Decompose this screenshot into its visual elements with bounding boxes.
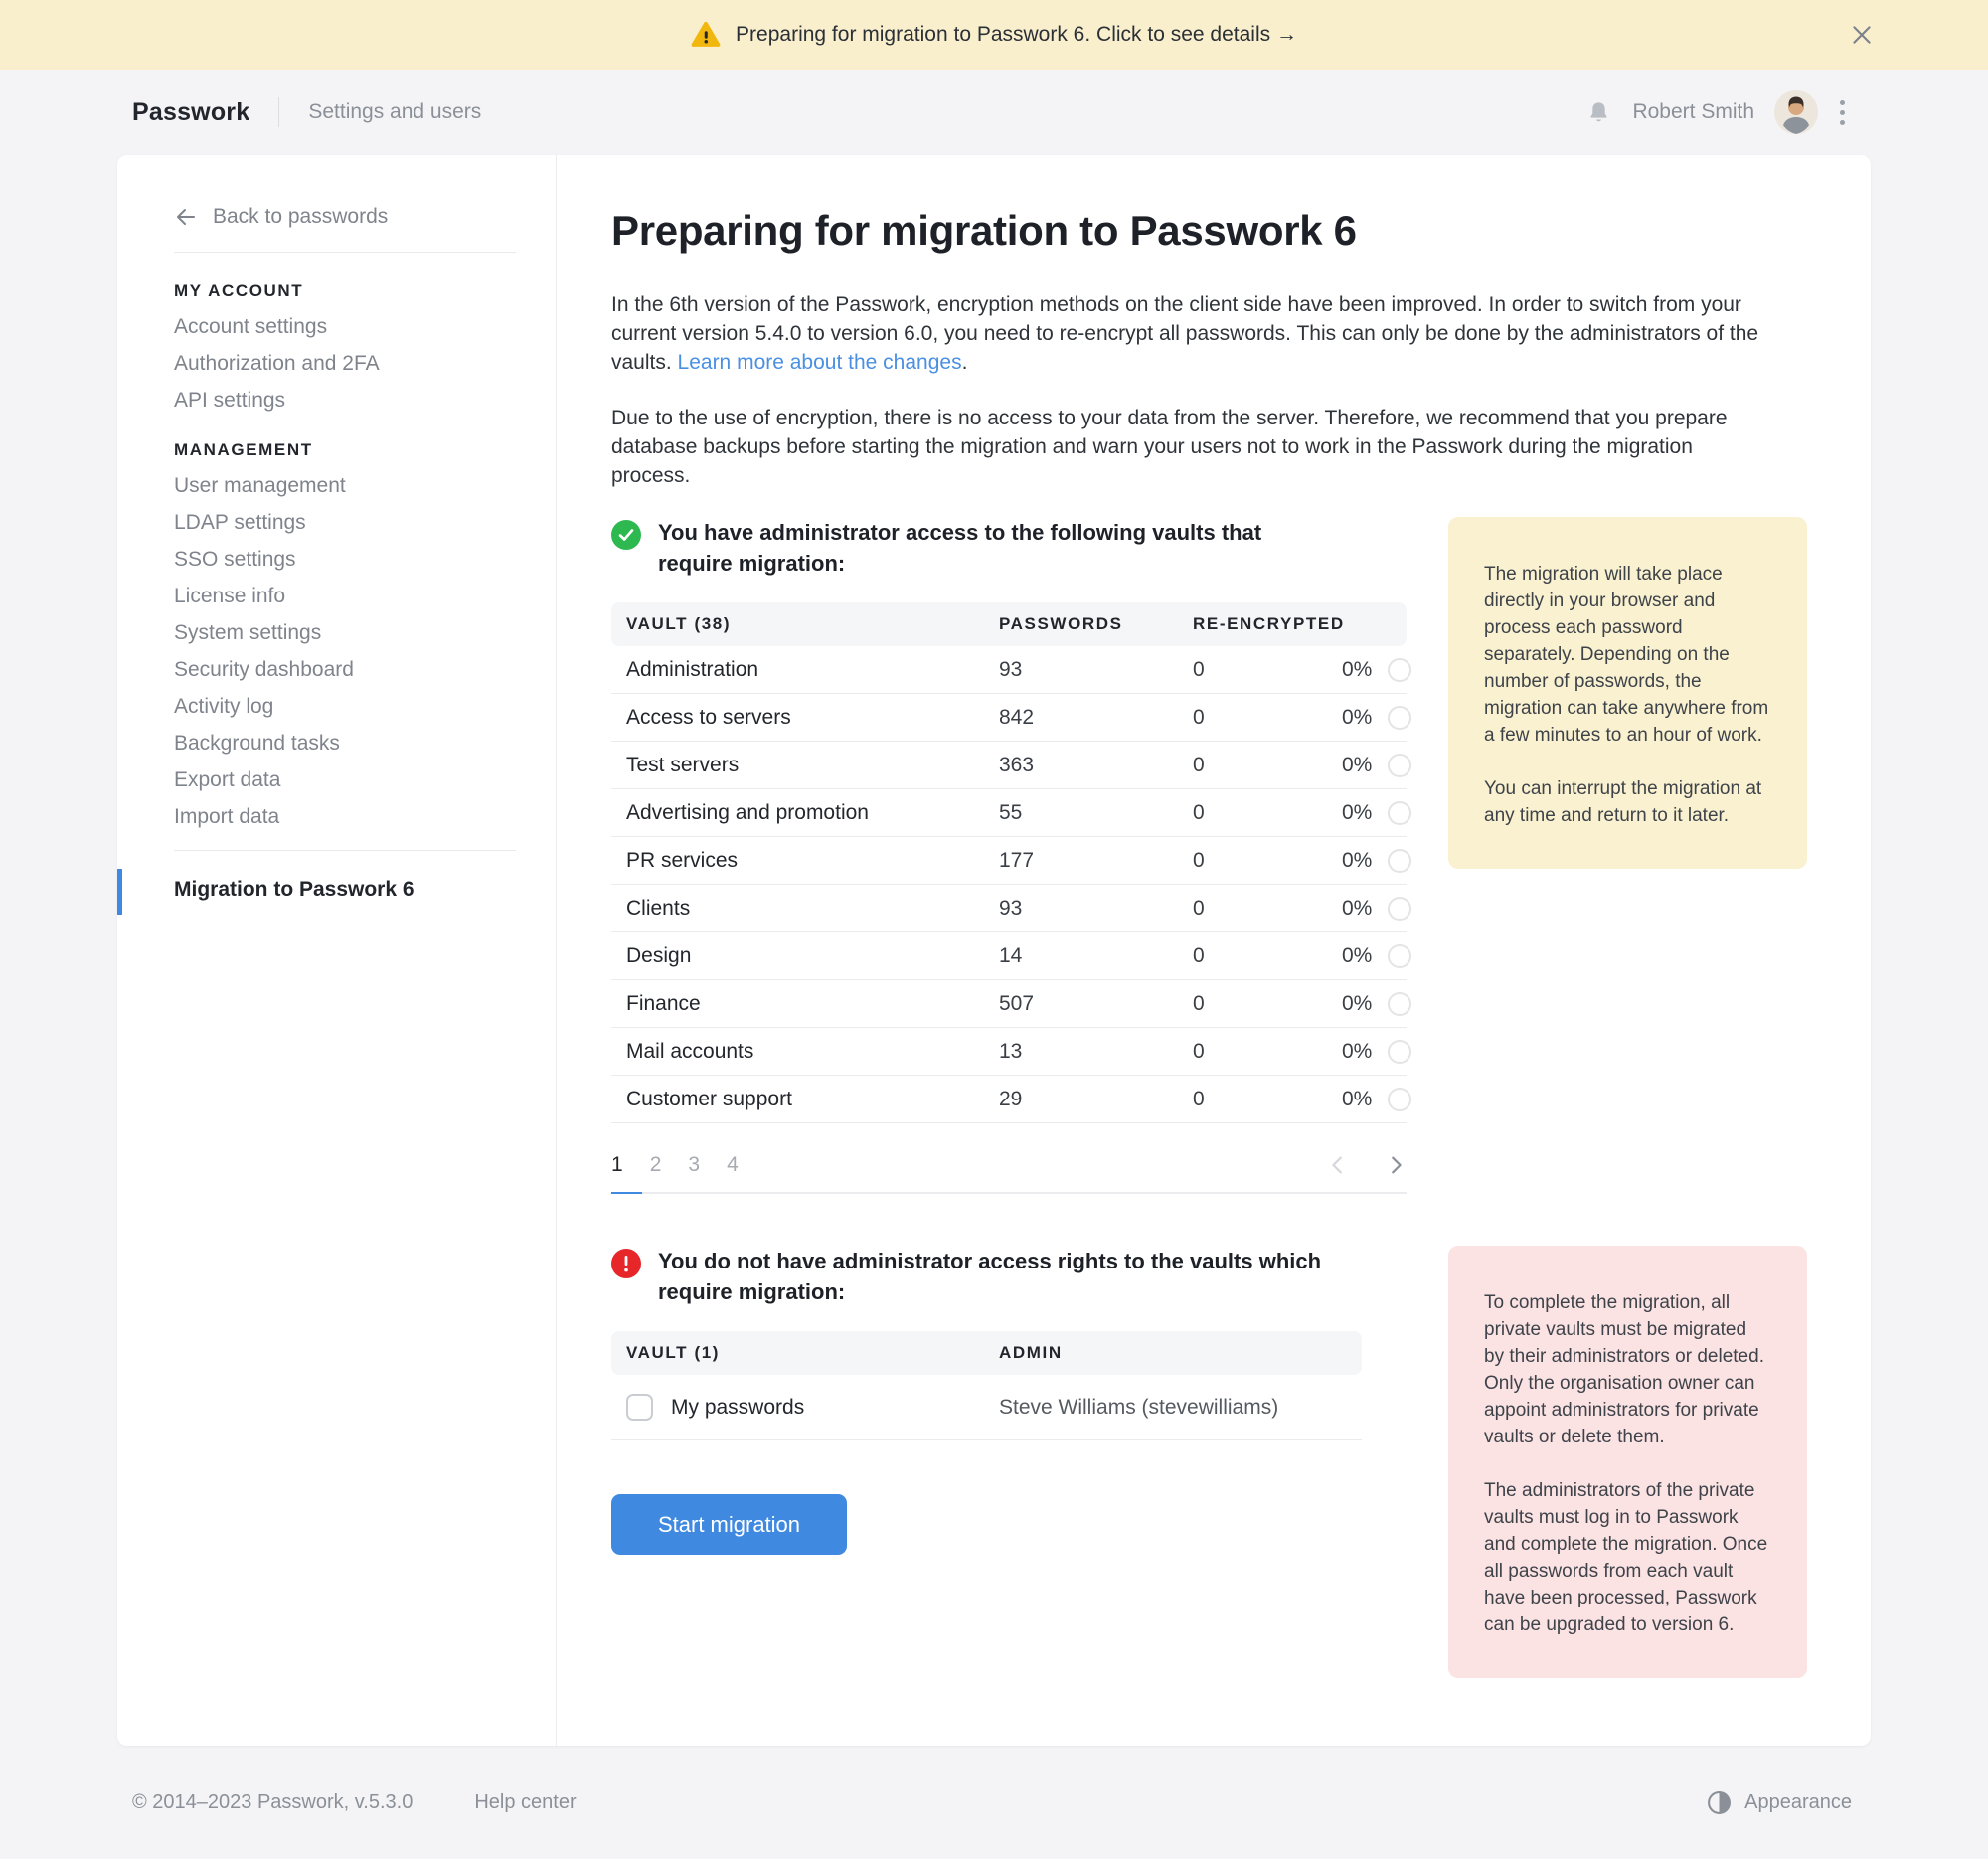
- vault-percent: 0%: [1342, 1087, 1373, 1110]
- avatar[interactable]: [1774, 90, 1818, 134]
- sidebar-item-ldap-settings[interactable]: LDAP settings: [174, 511, 306, 534]
- table-row: [611, 1028, 1407, 1076]
- col-vault: VAULT (38): [626, 614, 732, 633]
- topbar-divider: [278, 97, 279, 127]
- vault-passwords-count: 363: [999, 753, 1035, 776]
- vault-reencrypted-count: 0: [1193, 943, 1205, 967]
- main-content: [557, 155, 1871, 1746]
- admin-access-heading: You have administrator access to the following vaults that require migration:: [611, 517, 1407, 579]
- progress-ring: [1388, 1088, 1411, 1111]
- vault-name: Access to servers: [626, 705, 791, 729]
- progress-ring: [1388, 897, 1411, 921]
- sidebar: [117, 155, 557, 1746]
- progress-ring-cell: [1372, 801, 1411, 825]
- vault-percent: 0%: [1342, 753, 1373, 776]
- progress-ring-cell: [1372, 897, 1411, 921]
- vault-name: My passwords: [671, 1395, 805, 1419]
- progress-ring: [1388, 1040, 1411, 1064]
- sidebar-item-migration-to-passwork-6[interactable]: Migration to Passwork 6: [174, 878, 414, 901]
- progress-ring-cell: [1372, 1040, 1411, 1064]
- sidebar-item-system-settings[interactable]: System settings: [174, 621, 322, 644]
- progress-ring: [1388, 944, 1411, 968]
- table-row: [611, 1375, 1362, 1440]
- vault-percent: 0%: [1342, 657, 1373, 681]
- sidebar-item-user-management[interactable]: User management: [174, 474, 346, 497]
- sidebar-item-account-settings[interactable]: Account settings: [174, 315, 328, 338]
- progress-ring: [1388, 706, 1411, 730]
- vault-name: Advertising and promotion: [626, 800, 869, 824]
- table-row: [611, 932, 1407, 980]
- back-label: Back to passwords: [213, 205, 389, 228]
- active-indicator-bar: [117, 869, 122, 915]
- col-vault: VAULT (1): [626, 1343, 721, 1362]
- vault-percent: 0%: [1342, 991, 1373, 1015]
- table-row: [611, 694, 1407, 742]
- sidebar-group-title-management: MANAGEMENT: [174, 440, 313, 459]
- sidebar-item-authorization-and-2fa[interactable]: Authorization and 2FA: [174, 352, 380, 375]
- user-name[interactable]: Robert Smith: [1632, 100, 1754, 123]
- vault-name: Test servers: [626, 753, 740, 776]
- progress-ring: [1388, 801, 1411, 825]
- sidebar-divider: [174, 252, 516, 253]
- vault-reencrypted-count: 0: [1193, 1087, 1205, 1110]
- table-row: [611, 742, 1407, 789]
- table-row: [611, 646, 1407, 694]
- vault-percent: 0%: [1342, 943, 1373, 967]
- vault-percent: 0%: [1342, 705, 1373, 729]
- col-reencrypted: RE-ENCRYPTED: [1193, 614, 1345, 633]
- vault-reencrypted-count: 0: [1193, 657, 1205, 681]
- vault-name: Finance: [626, 991, 701, 1015]
- progress-ring-cell: [1372, 849, 1411, 873]
- private-vaults-note: [1448, 1246, 1807, 1678]
- progress-ring-cell: [1372, 754, 1411, 777]
- vault-passwords-count: 93: [999, 896, 1023, 920]
- page-1[interactable]: 1: [611, 1153, 623, 1176]
- progress-ring-cell: [1372, 992, 1411, 1016]
- progress-ring: [1388, 658, 1411, 682]
- vault-percent: 0%: [1342, 800, 1373, 824]
- sidebar-item-activity-log[interactable]: Activity log: [174, 695, 274, 718]
- progress-ring: [1388, 992, 1411, 1016]
- intro-paragraph-2: Due to the use of encryption, there is no access to your data from the server. Therefore, we recommend that you prepare database backups before starting the migration and warn your users not to work in the Passwork during the migration process.: [611, 407, 1728, 487]
- migration-info-note: [1448, 517, 1807, 869]
- vault-name: Mail accounts: [626, 1039, 754, 1063]
- vault-reencrypted-count: 0: [1193, 705, 1205, 729]
- appearance-label: Appearance: [1744, 1790, 1852, 1813]
- sidebar-item-import-data[interactable]: Import data: [174, 805, 280, 828]
- topbar: [0, 70, 1988, 155]
- settings-card: [117, 155, 1871, 1746]
- chevron-right-icon[interactable]: [1385, 1154, 1407, 1176]
- sidebar-item-api-settings[interactable]: API settings: [174, 389, 286, 412]
- progress-ring: [1388, 849, 1411, 873]
- alert-circle-icon: [611, 1249, 641, 1278]
- progress-ring-cell: [1372, 706, 1411, 730]
- bell-icon[interactable]: [1585, 99, 1612, 126]
- progress-ring-cell: [1372, 944, 1411, 968]
- col-passwords: PASSWORDS: [999, 614, 1123, 633]
- copyright: © 2014–2023 Passwork, v.5.3.0: [132, 1790, 414, 1813]
- table-row: [611, 1076, 1407, 1123]
- vault-reencrypted-count: 0: [1193, 1039, 1205, 1063]
- warning-icon: [691, 20, 721, 50]
- intro-paragraph-1: In the 6th version of the Passwork, encryption methods on the client side have been improved. In order to switch from your current version 5.4.0 to version 6.0, you need to re-encrypt all passwords. This can only be done by the administrators of the vaults. Learn more about the changes.: [611, 293, 1759, 374]
- learn-more-link[interactable]: Learn more about the changes: [677, 351, 962, 374]
- pagination-active-segment: [611, 1192, 642, 1194]
- vault-name: Administration: [626, 657, 759, 681]
- vault-passwords-count: 55: [999, 800, 1023, 824]
- restricted-table-header: [611, 1331, 1362, 1375]
- vault-reencrypted-count: 0: [1193, 848, 1205, 872]
- sidebar-item-background-tasks[interactable]: Background tasks: [174, 732, 340, 755]
- page-title: Preparing for migration to Passwork 6: [611, 207, 1357, 254]
- col-admin: ADMIN: [999, 1343, 1063, 1362]
- note-paragraph: You can interrupt the migration at any time and return to it later.: [1484, 778, 1762, 826]
- vault-passwords-count: 29: [999, 1087, 1023, 1110]
- sidebar-groups: [174, 281, 516, 828]
- migration-banner[interactable]: [0, 0, 1988, 70]
- start-migration-button[interactable]: Start migration: [611, 1494, 847, 1555]
- progress-ring: [1388, 754, 1411, 777]
- vault-name: Design: [626, 943, 692, 967]
- page-2[interactable]: 2: [649, 1153, 662, 1176]
- footer: [0, 1746, 1988, 1859]
- vault-admin: Steve Williams (stevewilliams): [999, 1395, 1279, 1419]
- sidebar-item-security-dashboard[interactable]: Security dashboard: [174, 658, 354, 681]
- sidebar-divider: [174, 850, 516, 851]
- vault-passwords-count: 13: [999, 1039, 1023, 1063]
- progress-ring-cell: [1372, 658, 1411, 682]
- vault-percent: 0%: [1342, 1039, 1373, 1063]
- note-paragraph: The migration will take place directly in your browser and process each password separately. Depending on the number of passwords, the migration can take anywhere from a few minutes to an hour of work.: [1484, 564, 1769, 746]
- close-icon[interactable]: [1847, 20, 1877, 50]
- vault-reencrypted-count: 0: [1193, 753, 1205, 776]
- table-row: [611, 885, 1407, 932]
- no-admin-access-heading: You do not have administrator access rights to the vaults which require migration:: [611, 1246, 1407, 1307]
- sidebar-item-sso-settings[interactable]: SSO settings: [174, 548, 296, 571]
- pagination-track: [611, 1192, 1407, 1194]
- vault-reencrypted-count: 0: [1193, 991, 1205, 1015]
- vault-name: PR services: [626, 848, 739, 872]
- check-circle-icon: [611, 520, 641, 550]
- kebab-menu-icon[interactable]: [1836, 96, 1849, 129]
- topbar-section-label: Settings and users: [308, 100, 482, 123]
- vault-checkbox[interactable]: [626, 1394, 653, 1421]
- back-arrow-icon: [174, 205, 198, 229]
- vault-percent: 0%: [1342, 896, 1373, 920]
- pagination: [611, 1153, 1407, 1194]
- vault-name: Customer support: [626, 1087, 792, 1110]
- table-row: [611, 980, 1407, 1028]
- help-center-link[interactable]: Help center: [474, 1790, 577, 1813]
- vault-reencrypted-count: 0: [1193, 896, 1205, 920]
- page-3[interactable]: 3: [688, 1153, 701, 1176]
- vault-passwords-count: 507: [999, 991, 1035, 1015]
- contrast-icon: [1707, 1790, 1732, 1815]
- back-to-passwords[interactable]: [174, 205, 516, 229]
- page-4[interactable]: 4: [727, 1153, 739, 1176]
- vault-table-header: [611, 602, 1407, 646]
- note-paragraph: The administrators of the private vaults must log in to Passwork and complete the migration. Once all passwords from each vault have been processed, Passwork can be upgraded to version 6.: [1484, 1480, 1768, 1635]
- vault-passwords-count: 842: [999, 705, 1035, 729]
- chevron-left-icon[interactable]: [1327, 1154, 1349, 1176]
- appearance-toggle[interactable]: [1707, 1790, 1852, 1815]
- passwork-logo[interactable]: Passwork: [132, 97, 250, 126]
- vault-passwords-count: 14: [999, 943, 1023, 967]
- sidebar-item-license-info[interactable]: License info: [174, 585, 286, 607]
- banner-text: Preparing for migration to Passwork 6. Click to see details →: [736, 23, 1297, 46]
- vault-table-body: [611, 646, 1407, 1123]
- note-paragraph: To complete the migration, all private vaults must be migrated by their administrators or deleted. Only the organisation owner can appoint administrators for private vaults or delete them.: [1484, 1292, 1764, 1447]
- table-row: [611, 837, 1407, 885]
- progress-ring-cell: [1372, 1088, 1411, 1111]
- vault-passwords-count: 177: [999, 848, 1035, 872]
- vault-name: Clients: [626, 896, 691, 920]
- vault-passwords-count: 93: [999, 657, 1023, 681]
- table-row: [611, 789, 1407, 837]
- vault-percent: 0%: [1342, 848, 1373, 872]
- vault-reencrypted-count: 0: [1193, 800, 1205, 824]
- sidebar-item-export-data[interactable]: Export data: [174, 768, 281, 791]
- sidebar-group-title-my-account: MY ACCOUNT: [174, 281, 304, 300]
